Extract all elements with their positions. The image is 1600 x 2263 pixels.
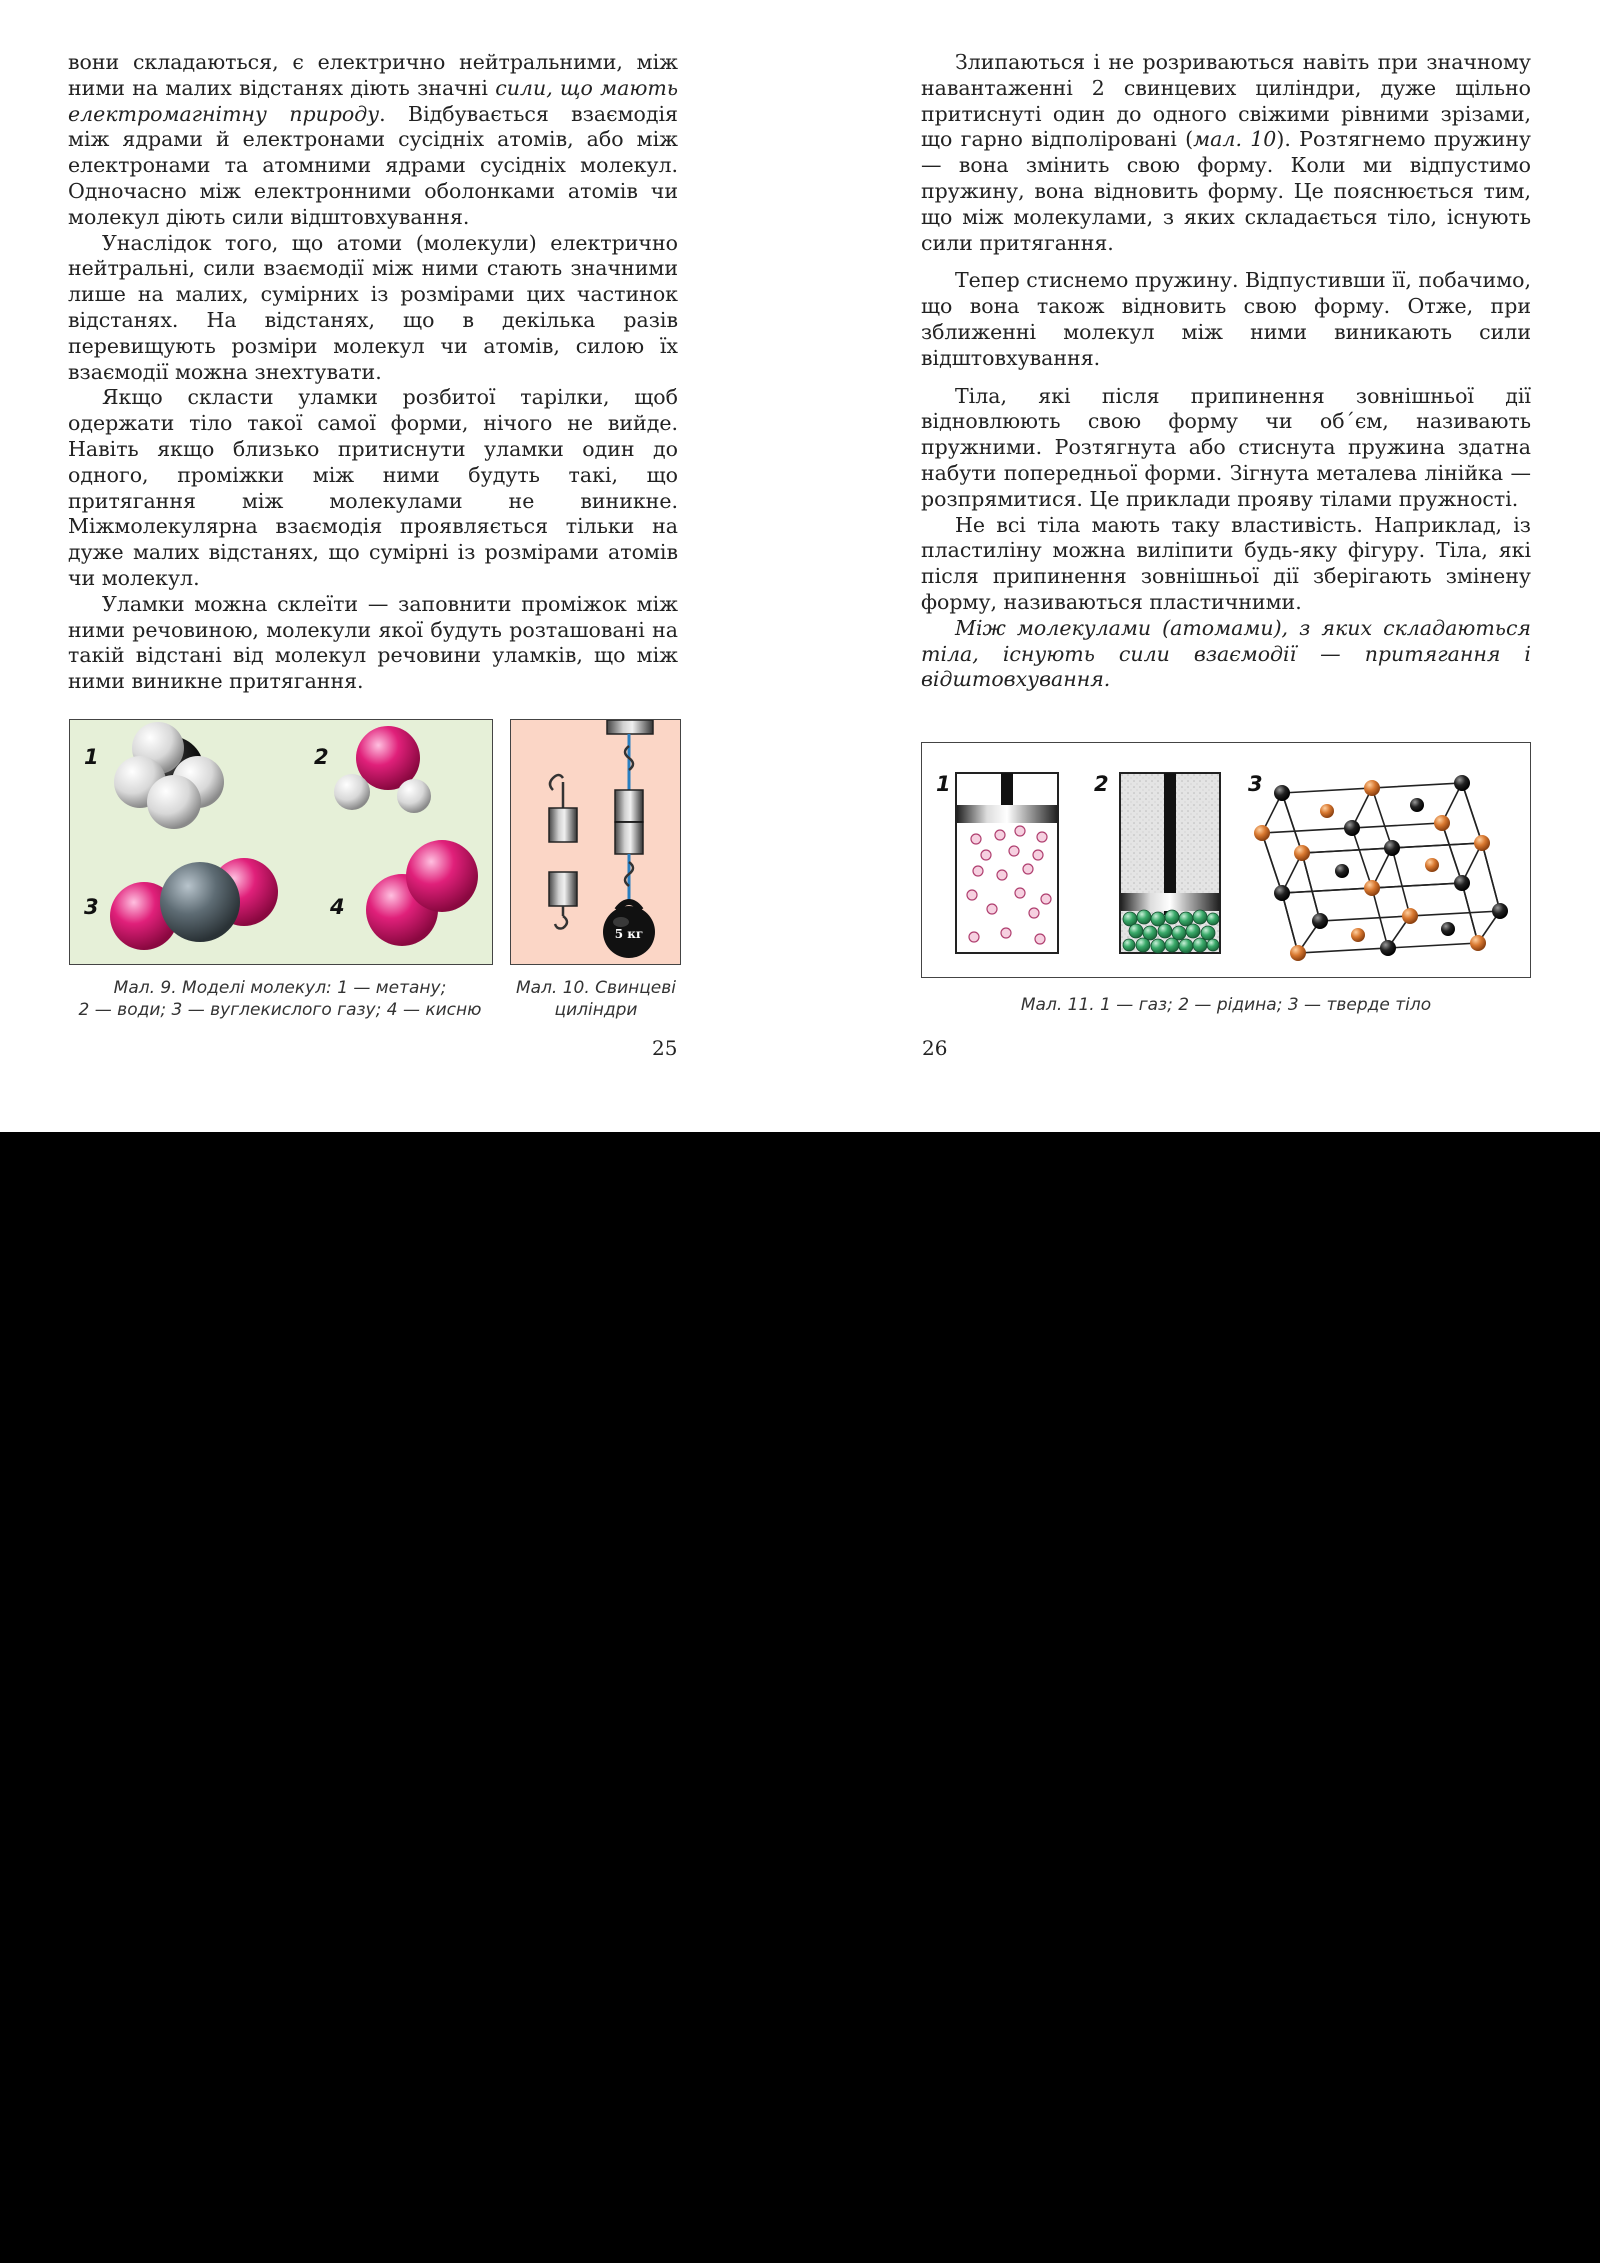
figure-label: 2 [1094,772,1109,796]
water-model [334,726,431,813]
gas-container [956,773,1058,953]
figure-10-lead-cylinders [510,719,681,965]
figure-9-caption: Мал. 9. Моделі молекул: 1 — метану; 2 — води; 3 — вуглекислого газу; 4 — кисню [78,978,482,1020]
solid-crystal-lattice [1262,783,1500,953]
figure-11-states-of-matter [921,742,1531,978]
emphasis: Між молекулами (атомами), з яких складаються тіла, існують сили взаємодії — притягання і відштовхування. [921,615,1531,692]
right-page-text [921,50,1531,693]
liquid-molecules [1123,910,1219,953]
paragraph: Якщо скласти уламки розбитої тарілки, щоб одержати тіло такої самої форми, нічого не вийде. Навіть якщо близько притиснути уламки один до одного, проміжки між ними будуть такі, що притягання між молекулами не виникне. Міжмолекулярна взаємодія проявляється тільки на дуже малих відстанях, що сумірні із розмірами атомів чи молекул. [68,385,678,590]
paragraph: Тіла, які після припинення зовнішньої дії відновлюють свою форму чи об΄єм, називають пружними. Розтягнута або стиснута пружина здатна набути попередньої форми. Зігнута металева лінійка — розпрямитися. Це приклади прояву тілами пружності. [921,383,1531,511]
paragraph: Тепер стиснемо пружину. Відпустивши її, побачимо, що вона також відновить свою форму. Отже, при зближенні молекул між ними виникають сили відштовхування. [921,268,1531,370]
paragraph: Унаслідок того, що атоми (молекули) електрично нейтральні, сили взаємодії між ними стають значними лише на малих, сумірних із розмірами цих частинок відстанях. На відстанях, що в декілька разів перевищують розміри молекул чи атомів, силою їх взаємодії можна знехтувати. [68,230,678,384]
liquid-container [1120,773,1220,953]
paragraph [921,616,1531,693]
separated-cylinders [549,775,577,929]
left-page-text [68,50,678,695]
figure-label: 4 [330,895,345,919]
page-number-right: 26 [922,1036,948,1060]
methane-model [114,722,224,829]
states-of-matter-illustration [922,743,1529,976]
paragraph: вони складаються, є електрично нейтральними, між ними на малих відстанях діють значні сили, що мають електромагнітну природу. Відбувається взаємодія між ядрами й електронами сусідніх атомів, або між електронами та атомними ядрами сусідніх молекул. Одночасно між електронними оболонками атомів чи молекул діють сили відштовхування. [68,50,679,229]
figure-label: 1 [936,772,951,796]
paragraph: Уламки можна склеїти — заповнити проміжок між ними речовиною, молекули якої будуть розташовані на такій відстані від молекул речовини уламків, що між ними виникне притягання. [68,591,678,694]
figure-9-molecule-models [69,719,493,965]
oxygen-model [366,840,478,946]
lead-cylinders-illustration [511,720,679,963]
emphasis: мал. 10 [1193,127,1277,152]
molecule-models-illustration [70,720,491,963]
figure-11-caption: Мал. 11. 1 — газ; 2 — рідина; 3 — тверде тіло [1020,995,1432,1015]
emphasis: сили, що мають електромагнітну природу [68,75,679,126]
weight-label: 5 кг [614,927,644,941]
paragraph: Не всі тіла мають таку властивість. Наприклад, із пластиліну можна виліпити будь-яку фігуру. Тіла, які після припинення зовнішньої дії зберігають змінену форму, називаються пластичними. [921,512,1531,614]
figure-label: 2 [314,745,329,769]
joined-cylinders-with-weight [603,720,655,958]
figure-label: 1 [84,745,99,769]
paragraph: Злипаються і не розриваються навіть при значному навантаженні 2 свинцевих циліндри, дуже щільно притиснуті один до одного свіжими рівними зрізами, що гарно відполіровані (мал. 10). Розтягнемо пружину — вона змінить свою форму. Коли ми відпустимо пружину, вона відновить форму. Це пояснюється тим, що між молекулами, з яких складається тіло, існують сили притягання. [921,50,1531,255]
page-number-left: 25 [652,1036,678,1060]
carbon-dioxide-model [110,858,278,950]
figure-label: 3 [1248,772,1263,796]
figure-10-caption: Мал. 10. Свинцеві циліндри [515,978,677,1020]
figure-label: 3 [84,895,99,919]
